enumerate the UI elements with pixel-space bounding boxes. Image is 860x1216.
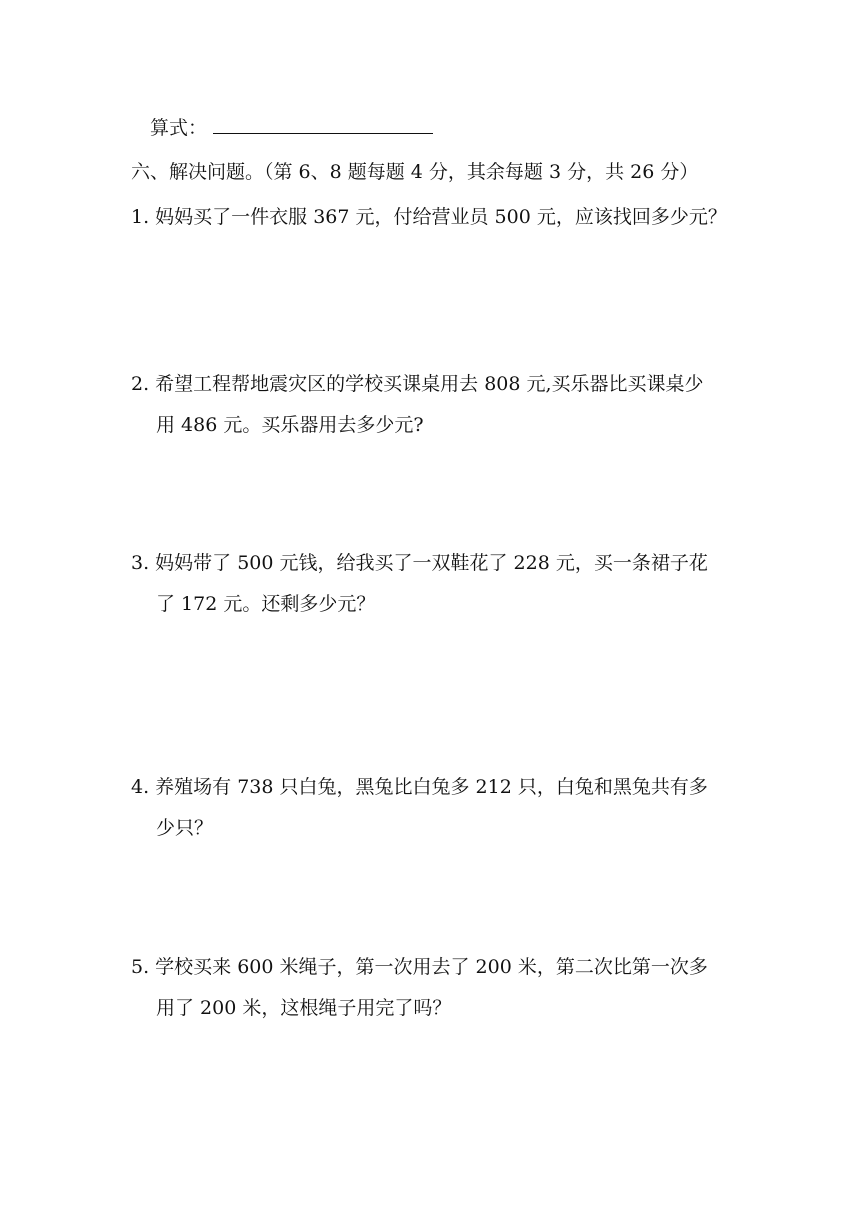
question-4-text-line-2: 少只？: [156, 817, 214, 839]
question-5-text-line-1: 5. 学校买来 600 米绳子，第一次用去了 200 米，第二次比第一次多: [131, 956, 708, 978]
question-2-text-line-2: 用 486 元。买乐器用去多少元?: [156, 414, 424, 436]
section-title: 六、解决问题。（第 6、8 题每题 4 分，其余每题 3 分，共 26 分）: [131, 161, 699, 183]
question-2-text-line-1: 2. 希望工程帮地震灾区的学校买课桌用去 808 元,买乐器比买课桌少: [131, 373, 704, 395]
question-4-text-line-1: 4. 养殖场有 738 只白兔，黑兔比白兔多 212 只，白兔和黑兔共有多: [131, 776, 708, 798]
question-1-text: 1. 妈妈买了一件衣服 367 元，付给营业员 500 元，应该找回多少元？: [131, 206, 727, 228]
formula-line: [150, 114, 433, 142]
question-5-text-line-2: 用了 200 米，这根绳子用完了吗？: [156, 997, 452, 1019]
question-3-text-line-1: 3. 妈妈带了 500 元钱，给我买了一双鞋花了 228 元，买一条裙子花: [131, 552, 708, 574]
question-3-text-line-2: 了 172 元。还剩多少元？: [156, 593, 376, 615]
formula-answer-blank[interactable]: [213, 115, 433, 134]
formula-label: 算式：: [150, 117, 208, 139]
